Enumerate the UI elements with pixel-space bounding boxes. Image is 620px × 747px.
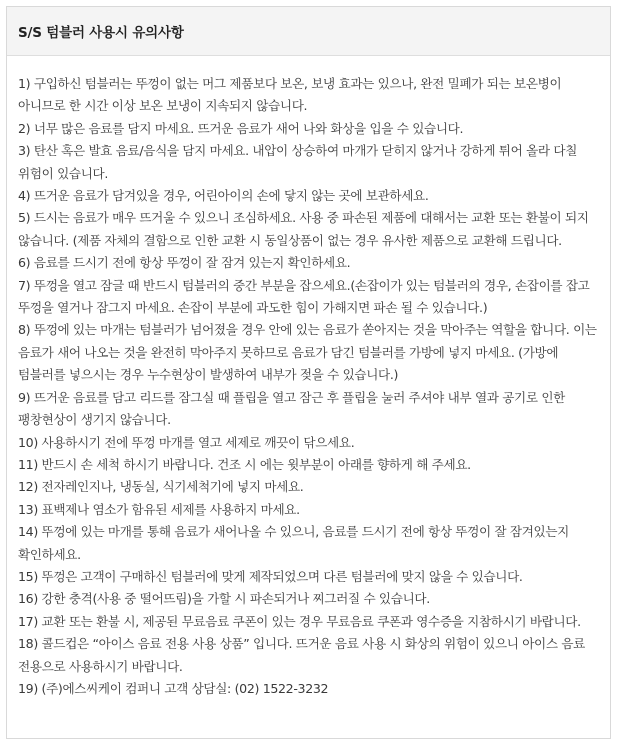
notice-item-15: 15) 뚜껑은 고객이 구매하신 텀블러에 맞게 제작되었으며 다른 텀블러에 맞지 않을 수 있습니다. [18,568,523,584]
notice-item-12: 12) 전자레인지나, 냉동실, 식기세척기에 넣지 마세요. [18,479,304,495]
notice-item-19: 19) (주)에스씨케이 컴퍼니 고객 상담실: (02) 1522-3232 [18,680,329,696]
notice-item-10: 10) 사용하시기 전에 뚜껑 마개를 열고 세제로 깨끗이 닦으세요. [18,434,355,450]
notice-item-6: 6) 음료를 드시기 전에 항상 뚜껑이 잘 잠겨 있는지 확인하세요. [18,255,351,271]
panel-body [7,56,610,700]
notice-item-11: 11) 반드시 손 세척 하시기 바랍니다. 건조 시 에는 윗부분이 아래를 향하게 해 주세요. [18,456,471,472]
notice-item-17: 17) 교환 또는 환불 시, 제공된 무료음료 쿠폰이 있는 경우 무료음료 쿠폰과 영수증을 지참하시기 바랍니다. [18,613,581,629]
notice-item-13: 13) 표백제나 염소가 함유된 세제를 사용하지 마세요. [18,501,300,517]
notice-item-7: 7) 뚜껑을 열고 잠글 때 반드시 텀블러의 중간 부분을 잡으세요.(손잡이가 있는 텀블러의 경우, 손잡이를 잡고 뚜껑을 열거나 잠그지 마세요. 손잡이 부분에 과도한 힘이 가해지면 파손 될 수 있습니다.) [18,277,590,316]
notice-item-3: 3) 탄산 혹은 발효 음료/음식을 담지 마세요. 내압이 상승하여 마개가 닫히지 않거나 강하게 튀어 올라 다칠 위험이 있습니다. [18,143,578,181]
panel-title: S/S 텀블러 사용시 유의사항 [18,25,184,41]
notice-item-1: 1) 구입하신 텀블러는 뚜껑이 없는 머그 제품보다 보온, 보냉 효과는 있으나, 완전 밀폐가 되는 보온병이 아니므로 한 시간 이상 보온 보냉이 지속되지 않습니다. [18,76,562,114]
notice-item-18: 18) 콜드컵은 “아이스 음료 전용 사용 상품” 입니다. 뜨거운 음료 사용 시 화상의 위험이 있으니 아이스 음료 전용으로 사용하시기 바랍니다. [18,636,585,674]
notice-item-4: 4) 뜨거운 음료가 담겨있을 경우, 어린아이의 손에 닿지 않는 곳에 보관하세요. [18,188,429,204]
notice-item-14: 14) 뚜껑에 있는 마개를 통해 음료가 새어나올 수 있으니, 음료를 드시기 전에 항상 뚜껑이 잘 잠겨있는지 확인하세요. [18,524,569,562]
notice-item-8: 8) 뚜껑에 있는 마개는 텀블러가 넘어졌을 경우 안에 있는 음료가 쏟아지는 것을 막아주는 역할을 합니다. 이는 음료가 새어 나오는 것을 완전히 막아주지 못하므로 음료가 담긴 텀블러를 가방에 넣지 마세요. (가방에 텀블러를 넣으시는 경우 누수현상이 발생하여 내부가 젖을 수 있습니다.) [18,322,597,383]
panel-header [7,7,610,56]
notice-item-2: 2) 너무 많은 음료를 담지 마세요. 뜨거운 음료가 새어 나와 화상을 입을 수 있습니다. [18,120,464,136]
notice-item-5: 5) 드시는 음료가 매우 뜨거울 수 있으니 조심하세요. 사용 중 파손된 제품에 대해서는 교환 또는 환불이 되지 않습니다. (제품 자체의 결함으로 인한 교환 시 동일상품이 없는 경우 유사한 제품으로 교환해 드립니다. [18,210,589,248]
notice-item-16: 16) 강한 충격(사용 중 떨어뜨림)을 가할 시 파손되거나 찌그러질 수 있습니다. [18,591,430,607]
notice-item-9: 9) 뜨거운 음료를 담고 리드를 잠그실 때 플립을 열고 잠근 후 플립을 눌러 주셔야 내부 열과 공기로 인한 팽창현상이 생기지 않습니다. [18,389,565,428]
notice-panel [6,6,611,739]
notice-list [18,73,602,700]
